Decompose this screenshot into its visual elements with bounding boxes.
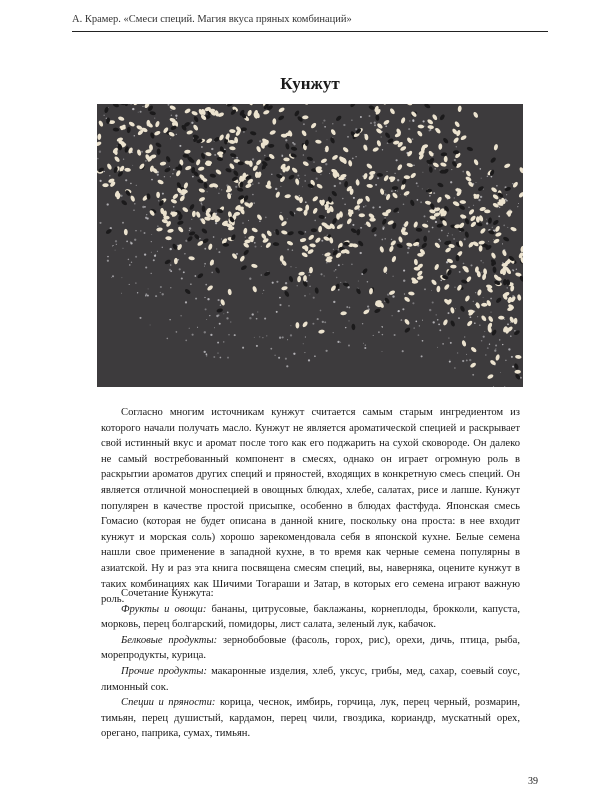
pairing-row [101,664,520,695]
pairing-category: Белковые продукты: [121,634,218,646]
pairing-text: зернобобовые (фасоль, горох, рис), орехи, дичь, птица, рыба, морепродукты, курица. [101,634,520,662]
pairing-category: Специи и пряности: [121,697,216,709]
pairing-text: бананы, цитрусовые, баклажаны, корнеплоды, брокколи, капуста, морковь, перец болгарский, помидоры, лист салата, зеленый лук, кабачок. [101,603,520,631]
section-title: Кунжут [280,74,340,93]
pairings-section [101,586,520,742]
sesame-photo-graphic [97,104,523,387]
pairing-row [101,602,520,633]
pairing-row [101,695,520,742]
pairing-category: Прочие продукты: [121,665,208,677]
sesame-photo [97,104,523,387]
main-text [101,405,520,608]
main-paragraph: Согласно многим источникам кунжут считается самым старым ингредиентом из которого начали получать масло. Кунжут не является ароматической специей и раскрывает свой истинный вкус и аромат после того как его поджарить на сухой сковороде. Он далеко не самый востребованный компонент в смесях, однако он играет огромную роль в раскрытии ароматов других специй и пряностей, входящих в конкретную смесь специй. Он является отличной моноспецией в овощных блюдах, хлебе, салатах, рисе и лапше. Кунжут популярен в качестве простой присыпке, особенно в блюдах фастфуда. Японская смесь Гомасио (которая не будет описана в данной книге, поскольку она проста: в нее входит кунжут и морская соль) хорошо зарекомендовала себя в японской кухне. Белые семена нашли свое применение в западной кухне, в то время как черные семена популярны в азиатской. Ну и раз эта книга посвящена смесям специй, вы, наверняка, оцените кунжут в таких комбинациях как Шичими Тогараши и Затар, в которых его семена играют важную роль. [101,407,520,606]
page-number: 39 [528,776,538,787]
pairing-row [101,633,520,664]
pairing-category: Фрукты и овощи: [121,603,207,615]
header-rule [72,31,548,32]
pairing-text: макаронные изделия, хлеб, уксус, грибы, мед, сахар, соевый соус, лимонный сок. [101,665,520,693]
running-header: А. Крамер. «Смеси специй. Магия вкуса пряных комбинаций» [72,14,352,25]
pairings-title: Сочетание Кунжута: [121,588,214,599]
pairing-text: корица, чеснок, имбирь, горчица, лук, перец черный, розмарин, тимьян, перец душистый, кардамон, перец чили, гвоздика, кориандр, мускатный орех, орегано, паприка, сумах, тимьян. [101,697,520,740]
